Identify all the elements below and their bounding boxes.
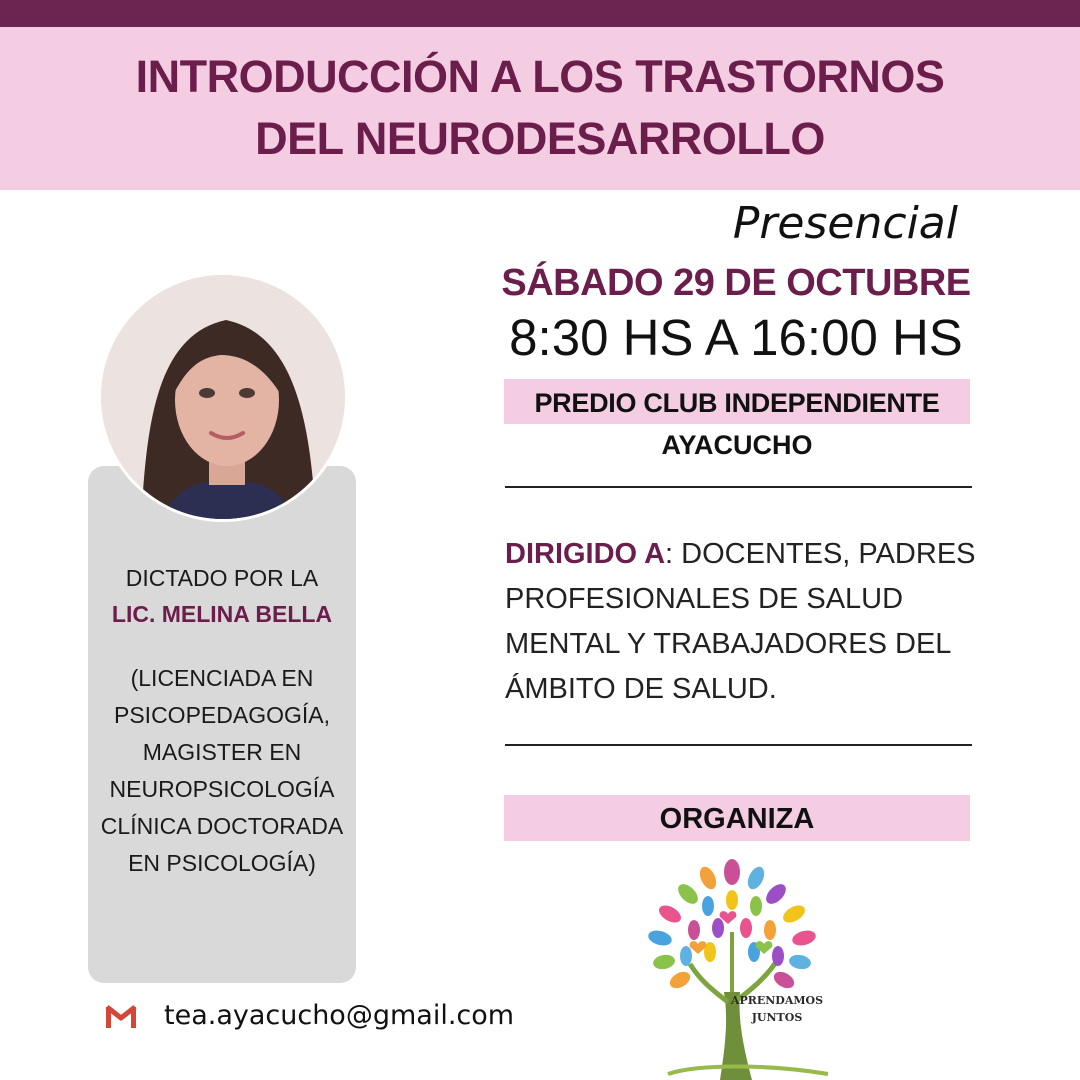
organizer-logo-line-2: JUNTOS [751, 1011, 803, 1024]
target-audience [505, 532, 980, 712]
top-accent-bar [0, 0, 1080, 27]
speaker-name: LIC. MELINA BELLA [111, 601, 333, 627]
event-city: AYACUCHO [661, 430, 813, 460]
modality-label: Presencial [732, 198, 958, 249]
speaker-intro: DICTADO POR LA [125, 565, 319, 591]
divider-bottom [505, 744, 972, 746]
audience-lead: DIRIGIDO A [505, 538, 666, 570]
speaker-credentials: (LICENCIADA EN PSICOPEDAGOGÍA, MAGISTER EN NEUROPSICOLOGÍA CLÍNICA DOCTORADA EN PSICOLOGÍA) [100, 665, 344, 876]
organizer-logo-line-1: APRENDAMOS [730, 994, 824, 1007]
organizer-label: ORGANIZA [659, 803, 815, 835]
event-date: SÁBADO 29 DE OCTUBRE [501, 262, 971, 304]
event-title-line-2: DEL NEURODESARROLLO [255, 113, 825, 164]
gmail-icon [104, 1004, 138, 1030]
divider-top [505, 486, 972, 488]
event-title-line-1: INTRODUCCIÓN A LOS TRASTORNOS [135, 51, 945, 102]
organizer-logo [628, 852, 838, 1080]
audience-text: : DOCENTES, PADRES PROFESIONALES DE SALUD MENTAL Y TRABAJADORES DEL ÁMBITO DE SALUD. [505, 538, 976, 705]
contact-email[interactable]: tea.ayacucho@gmail.com [164, 1000, 515, 1031]
event-venue: PREDIO CLUB INDEPENDIENTE [534, 388, 940, 418]
event-time: 8:30 HS A 16:00 HS [509, 309, 963, 366]
speaker-photo [98, 272, 348, 522]
